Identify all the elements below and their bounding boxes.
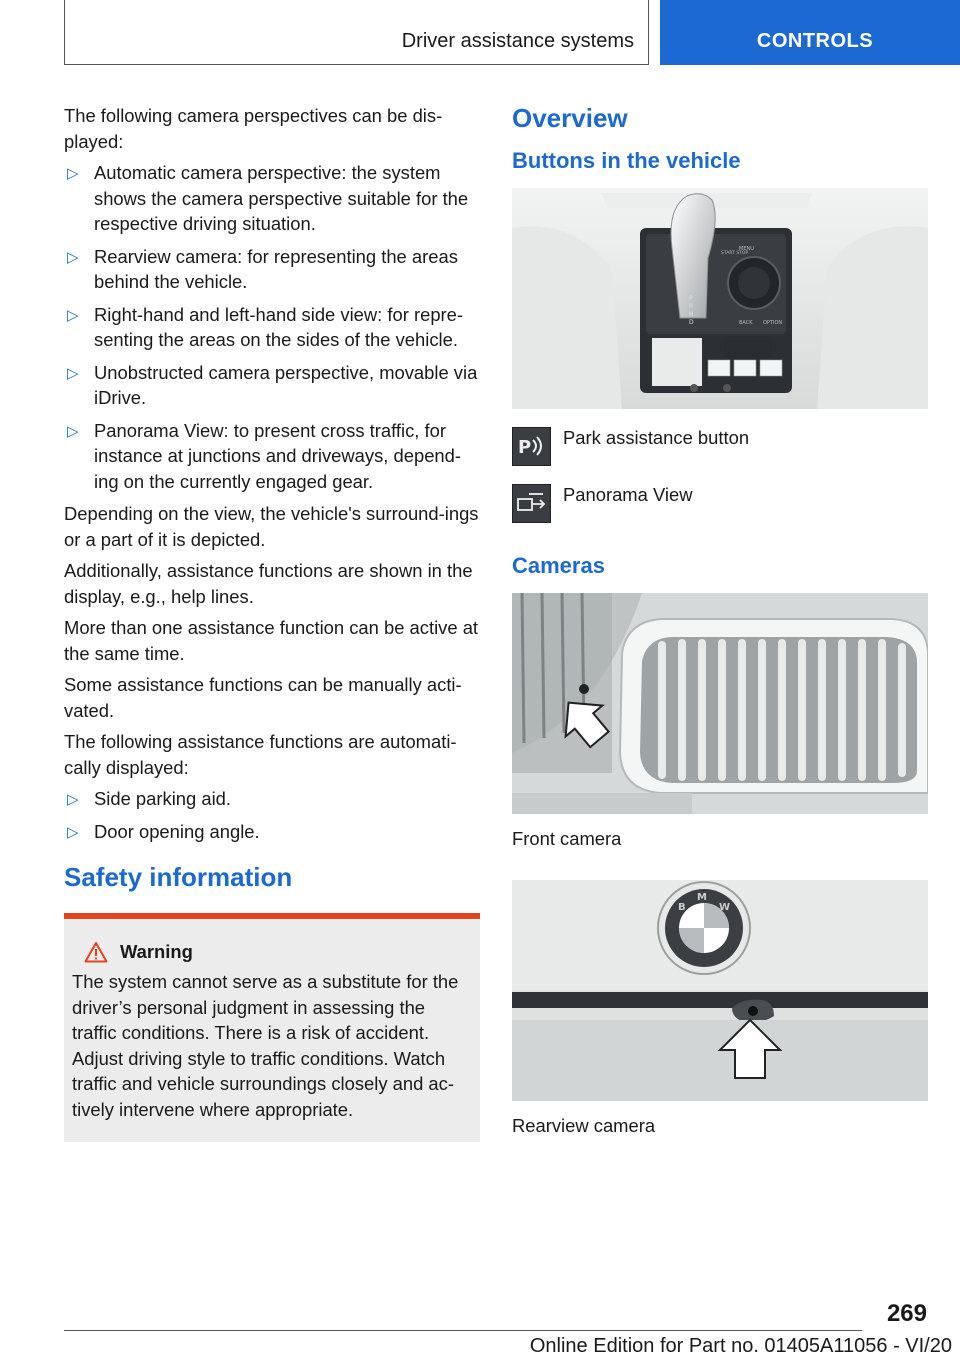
intro-paragraph: The following camera perspectives can be dis-played: xyxy=(64,105,443,152)
buttons-heading: Buttons in the vehicle xyxy=(512,148,741,173)
list-item: ▷ Side parking aid. xyxy=(64,786,480,812)
center-console-illustration xyxy=(512,188,928,409)
paragraph: The following assistance functions are automati-cally displayed: xyxy=(64,731,457,778)
paragraph: Depending on the view, the vehicle's surround-ings or a part of it is depicted. xyxy=(64,503,479,550)
svg-text:R: R xyxy=(689,303,694,310)
svg-text:M: M xyxy=(697,892,707,903)
right-column xyxy=(512,103,928,1167)
paragraph: Some assistance functions can be manually acti-vated. xyxy=(64,674,462,721)
warning-triangle-icon xyxy=(84,941,108,963)
list-item: ▷ Unobstructed camera perspective, movable via iDrive. xyxy=(67,361,478,408)
park-assist-label: Park assistance button xyxy=(563,427,750,448)
center-console-image xyxy=(512,188,928,409)
triangle-bullet-icon: ▷ xyxy=(67,791,79,808)
panorama-view-label: Panorama View xyxy=(563,484,693,505)
panorama-view-icon xyxy=(512,484,551,523)
svg-text:OPTION: OPTION xyxy=(763,320,783,326)
front-grille-illustration xyxy=(512,593,928,814)
svg-text:BACK: BACK xyxy=(739,320,753,326)
overview-heading: Overview xyxy=(512,103,628,133)
triangle-bullet-icon: ▷ xyxy=(67,422,79,440)
paragraph: Additionally, assistance functions are shown in the display, e.g., help lines. xyxy=(64,560,473,607)
left-column xyxy=(64,103,480,1142)
rear-camera-illustration xyxy=(512,880,928,1101)
chapter-tab xyxy=(660,0,960,65)
svg-text:P: P xyxy=(689,295,693,302)
auto-functions-list xyxy=(64,786,480,844)
list-item: ▷ Right-hand and left-hand side view: for repre-senting the areas on the sides of the vehicle. xyxy=(67,303,464,350)
park-assist-row xyxy=(512,427,928,466)
panorama-view-row xyxy=(512,484,928,523)
safety-heading: Safety information xyxy=(64,862,293,892)
rear-camera-image xyxy=(512,880,928,1101)
section-title: Driver assistance systems xyxy=(401,30,634,52)
warning-text: The system cannot serve as a substitute for the driver’s personal judgment in assessing the traffic conditions. There is a risk of accident. Adjust driving style to traffic conditions. Watch traffic and vehicle surroundings closely and ac-tively intervene where appropriate. xyxy=(72,971,459,1120)
edition-text: Online Edition for Part no. 01405A11056 - VI/20 xyxy=(529,1335,952,1357)
svg-text:MENU: MENU xyxy=(739,246,754,252)
page-number: 269 xyxy=(886,1300,927,1327)
svg-text:N: N xyxy=(689,311,694,318)
svg-text:B: B xyxy=(678,902,686,913)
triangle-bullet-icon: ▷ xyxy=(67,306,79,324)
triangle-bullet-icon: ▷ xyxy=(67,823,79,841)
list-item: ▷ Rearview camera: for representing the areas behind the vehicle. xyxy=(67,245,458,292)
header-section-box xyxy=(64,0,649,65)
paragraph: More than one assistance function can be active at the same time. xyxy=(64,617,479,664)
list-item: ▷ Door opening angle. xyxy=(64,819,480,845)
park-assist-icon xyxy=(512,427,551,466)
warning-label: Warning xyxy=(120,941,193,962)
list-item: ▷ Automatic camera perspective: the system shows the camera perspective suitable for the respective driving situation. xyxy=(67,162,469,234)
footer-divider xyxy=(64,1330,862,1331)
warning-box xyxy=(64,913,480,1142)
front-camera-image xyxy=(512,593,928,814)
chapter-title: CONTROLS xyxy=(756,30,874,52)
cameras-heading: Cameras xyxy=(512,553,605,578)
svg-text:P: P xyxy=(518,437,532,458)
front-camera-caption: Front camera xyxy=(512,828,622,849)
rear-camera-caption: Rearview camera xyxy=(512,1115,656,1136)
perspectives-list xyxy=(64,160,480,494)
triangle-bullet-icon: ▷ xyxy=(67,165,79,182)
warning-header xyxy=(84,941,472,963)
svg-text:START STOP: START STOP xyxy=(721,251,749,256)
list-item: ▷ Panorama View: to present cross traffic, for instance at junctions and driveways, depend-ing on the currently engaged gear. xyxy=(67,419,462,492)
triangle-bullet-icon: ▷ xyxy=(67,248,79,266)
triangle-bullet-icon: ▷ xyxy=(67,364,79,382)
svg-text:W: W xyxy=(719,902,731,913)
svg-text:D: D xyxy=(689,319,694,326)
